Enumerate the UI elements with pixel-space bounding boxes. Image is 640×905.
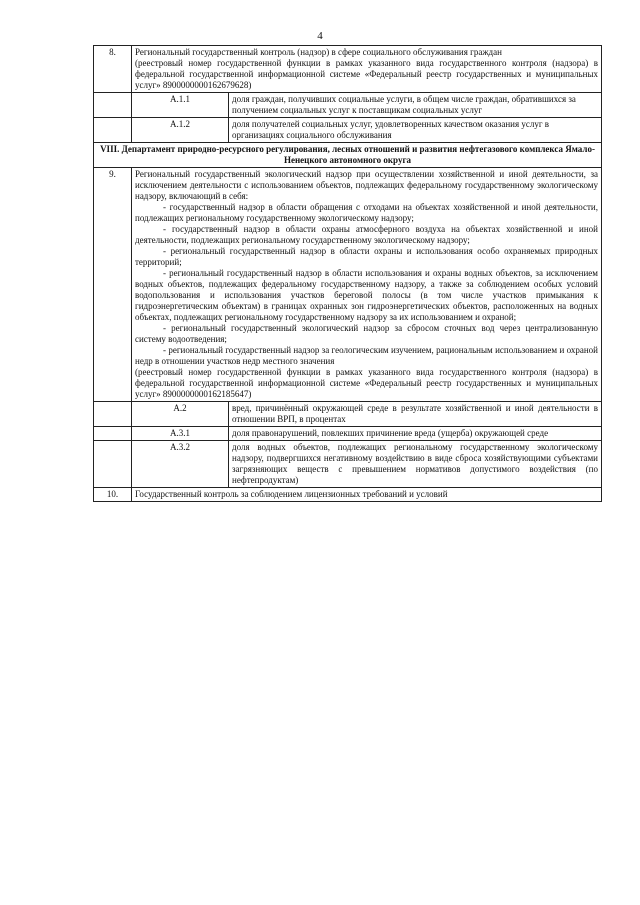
table-row-10 <box>94 488 602 502</box>
paragraph: Региональный государственный экологический надзор при осуществлении хозяйственной и иной деятельности, за исключением деятельности с использованием объектов, подлежащих федеральному государственному экологическому надзору, включающий в себя: <box>135 169 598 201</box>
paragraph: - государственный надзор в области обращения с отходами на объектах хозяйственной и иной деятельности, подлежащих региональному государственному экологическому надзору; <box>135 202 598 223</box>
indicator-code: А.3.2 <box>132 441 229 488</box>
row-description <box>132 46 602 93</box>
indicator-row <box>94 93 602 118</box>
row-number: 10. <box>94 488 132 502</box>
indicator-text: доля получателей социальных услуг, удовлетворенных качеством оказания услуг в организациях социального обслуживания <box>229 118 602 143</box>
paragraph: (реестровый номер государственной функции в рамках указанного вида государственного контроля (надзора) в федеральной государственной информационной системе «Федеральный реестр государственных и муниципальных услуг» 8900000000162185647) <box>135 367 598 399</box>
page-number: 4 <box>317 30 323 42</box>
indicator-row <box>94 441 602 488</box>
indicator-text: доля правонарушений, повлекших причинение вреда (ущерба) окружающей среде <box>229 427 602 441</box>
indicator-code: А.2 <box>132 402 229 427</box>
indicator-text: доля водных объектов, подлежащих региональному государственному экологическому надзору, подвергшихся негативному воздействию в виде сброса хозяйствующими субъектами загрязняющих веществ с превышением нормативов допустимого воздействия (по нефтепродуктам) <box>229 441 602 488</box>
indicator-row <box>94 402 602 427</box>
paragraph: (реестровый номер государственной функции в рамках указанного вида государственного контроля (надзора) в федеральной государственной информационной системе «Федеральный реестр государственных и муниципальных услуг» 8900000000162679628) <box>135 58 598 90</box>
indicator-code: А.1.2 <box>132 118 229 143</box>
paragraph: - региональный государственный надзор в области охраны и использования особо охраняемых природных территорий; <box>135 246 598 267</box>
paragraph: - региональный государственный надзор за геологическим изучением, рациональным использованием и охраной недр в отношении участков недр местного значения <box>135 345 598 366</box>
paragraph: - государственный надзор в области охраны атмосферного воздуха на объектах хозяйственной и иной деятельности, подлежащих региональному государственному экологическому надзору; <box>135 224 598 245</box>
row-number: 9. <box>94 168 132 402</box>
indicator-text: доля граждан, получивших социальные услуги, в общем числе граждан, обратившихся за получением социальных услуг к поставщикам социальных услуг <box>229 93 602 118</box>
row-description: Государственный контроль за соблюдением лицензионных требований и условий <box>132 488 602 502</box>
table-row-9 <box>94 168 602 402</box>
indicator-code: А.1.1 <box>132 93 229 118</box>
indicator-text: вред, причинённый окружающей среде в результате хозяйственной и иной деятельности в отношении ВРП, в процентах <box>229 402 602 427</box>
indicators-table <box>93 45 602 502</box>
indicator-code: А.3.1 <box>132 427 229 441</box>
indicator-row <box>94 427 602 441</box>
section-header-row <box>94 143 602 168</box>
indicator-row <box>94 118 602 143</box>
paragraph: Региональный государственный контроль (надзор) в сфере социального обслуживания граждан <box>135 47 502 57</box>
row-description <box>132 168 602 402</box>
table-row-8 <box>94 46 602 93</box>
paragraph: - региональный государственный экологический надзор за сбросом сточных вод через централизованную систему водоотведения; <box>135 323 598 344</box>
paragraph: - региональный государственный надзор в области использования и охраны водных объектов, за исключением водных объектов, подлежащих федеральному государственному надзору, а также за соблюдением особых условий водопользования и использования участков береговой полосы (в том числе участков примыкания к гидроэнергетическим объектам) в границах охранных зон гидроэнергетических объектов, расположенных на водных объектах, подлежащих региональному государственному надзору за их использованием и охраной; <box>135 268 598 322</box>
section-title: VIII. Департамент природно-ресурсного регулирования, лесных отношений и развития нефтегазового комплекса Ямало-Ненецкого автономного округа <box>94 143 602 168</box>
row-number: 8. <box>94 46 132 93</box>
